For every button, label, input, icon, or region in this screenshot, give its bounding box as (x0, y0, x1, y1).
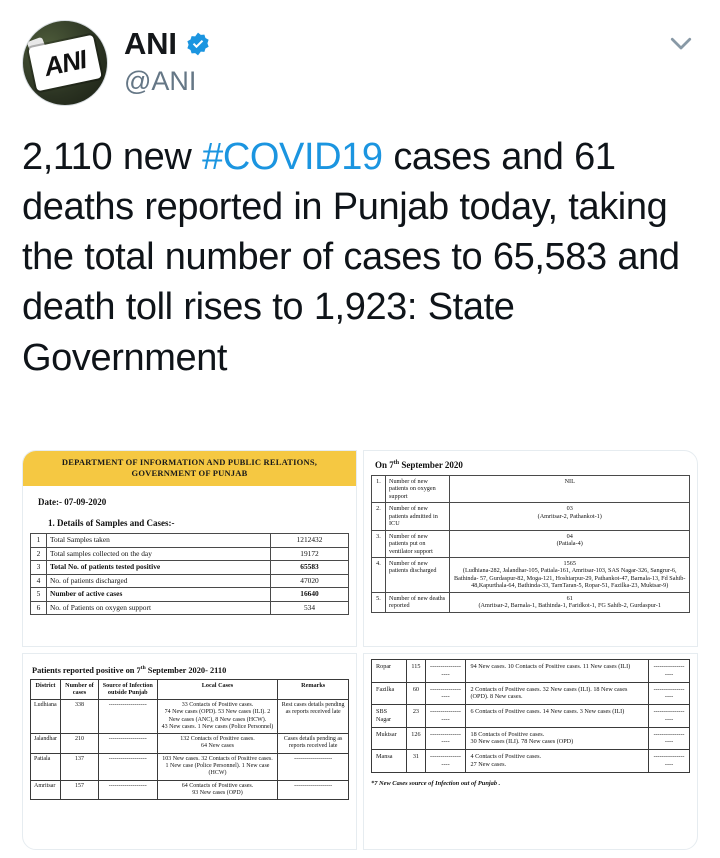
table-row (31, 588, 349, 602)
document-date: Date:- 07-09-2020 (38, 497, 107, 508)
cell-local: 103 New cases. 32 Contacts of Positive cases. 1 New case (Police Personnel). 1 New case (HCW) (157, 753, 278, 780)
row-number: 1. (372, 476, 386, 503)
row-value: 03 (Amritsar-2, Pathankot-1) (450, 503, 690, 530)
row-number: 2 (31, 547, 47, 561)
cell-cases: 115 (407, 660, 425, 683)
row-number: 4. (372, 557, 386, 592)
cell-cases: 137 (61, 753, 99, 780)
cell-district: Patiala (31, 753, 61, 780)
district-positive-document-continued (364, 654, 697, 849)
row-label: Number of new patients admitted in ICU (386, 503, 450, 530)
cell-local: 18 Contacts of Positive cases. 30 New cases (ILI). 78 New cases (OPD) (466, 727, 649, 750)
row-value: 19172 (271, 547, 349, 561)
cell-cases: 157 (61, 780, 99, 800)
cell-local: 94 New cases. 10 Contacts of Positive cases. 11 New cases (ILI) (466, 660, 649, 683)
table-row (372, 592, 690, 612)
cell-source: ------------------- (425, 727, 466, 750)
cell-district: Fazilka (372, 682, 407, 705)
row-label: Total No. of patients tested positive (47, 561, 271, 575)
table-row (372, 727, 690, 750)
tweet-text-part1: 2,110 new (22, 136, 203, 178)
account-names (124, 20, 211, 97)
hashtag-covid19[interactable]: #COVID19 (202, 136, 383, 178)
column-header: Remarks (278, 679, 349, 699)
cell-source: ------------------- (98, 699, 157, 733)
row-label: Number of new patients put on ventilator support (386, 530, 450, 557)
avatar-logo-text: ANI (28, 35, 102, 92)
cell-remarks: ------------------- (649, 750, 690, 773)
row-value: 16640 (271, 588, 349, 602)
row-value: 61 (Amritsar-2, Barnala-1, Bathinda-1, Faridkot-1, FG Sahib-2, Gurdaspur-1 (450, 592, 690, 612)
doc2-title: On 7th September 2020 (375, 460, 463, 470)
cell-local: 2 Contacts of Positive cases. 32 New cases (ILI). 18 New cases (OPD). 8 New cases. (466, 682, 649, 705)
table-row (31, 753, 349, 780)
display-name: ANI (124, 26, 177, 61)
row-value: 1212432 (271, 534, 349, 548)
table-row (372, 682, 690, 705)
cell-source: ------------------- (425, 660, 466, 683)
doc3-title: Patients reported positive on 7th September 2020- 2110 (32, 665, 227, 675)
row-label: No. of Patients on oxygen support (47, 601, 271, 615)
tweet-header (22, 14, 698, 106)
row-label: Number of new deaths reported (386, 592, 450, 612)
cell-remarks: Rest cases details pending as reports received late (278, 699, 349, 733)
row-number: 2. (372, 503, 386, 530)
cell-source: ------------------- (98, 734, 157, 754)
cell-cases: 338 (61, 699, 99, 733)
district-cases-table-continued (371, 659, 690, 773)
table-row (372, 750, 690, 773)
table-row (372, 530, 690, 557)
cell-district: SBS Nagar (372, 705, 407, 728)
cell-remarks: Cases details pending as reports received late (278, 734, 349, 754)
row-value: NIL (450, 476, 690, 503)
row-value: 534 (271, 601, 349, 615)
district-positive-document (23, 654, 356, 849)
document-header-line2: GOVERNMENT OF PUNJAB (131, 468, 248, 479)
media-image-3[interactable] (22, 653, 357, 850)
cell-district: Amritsar (31, 780, 61, 800)
table-row (31, 601, 349, 615)
daily-status-table (371, 475, 690, 613)
cell-cases: 60 (407, 682, 425, 705)
table-row (31, 699, 349, 733)
chevron-down-icon[interactable] (666, 28, 696, 58)
cell-cases: 210 (61, 734, 99, 754)
cell-district: Mansa (372, 750, 407, 773)
table-row (31, 561, 349, 575)
row-label: Number of active cases (47, 588, 271, 602)
cell-cases: 31 (407, 750, 425, 773)
cell-remarks: ------------------- (278, 780, 349, 800)
row-label: No. of patients discharged (47, 574, 271, 588)
row-number: 4 (31, 574, 47, 588)
media-image-4[interactable] (363, 653, 698, 850)
cell-district: Ropar (372, 660, 407, 683)
table-row (372, 705, 690, 728)
row-label: Number of new patients on oxygen support (386, 476, 450, 503)
table-row (31, 547, 349, 561)
media-image-1[interactable] (22, 450, 357, 647)
column-header: Number of cases (61, 679, 99, 699)
table-row (31, 780, 349, 800)
cell-remarks: ------------------- (278, 753, 349, 780)
verified-badge-icon (185, 31, 211, 57)
doc4-footnote: *7 New Cases source of Infection out of Punjab . (371, 779, 501, 787)
cell-cases: 23 (407, 705, 425, 728)
table-row (31, 534, 349, 548)
table-row (372, 476, 690, 503)
row-label: Total Samples taken (47, 534, 271, 548)
tweet-text-part2: cases and 61 deaths reported in Punjab today, taking the total number of cases to 65,583 and death toll rises to 1,923: State Government (22, 136, 680, 379)
row-value: 47020 (271, 574, 349, 588)
cell-district: Ludhiana (31, 699, 61, 733)
cell-remarks: ------------------- (649, 682, 690, 705)
row-label: Total samples collected on the day (47, 547, 271, 561)
cell-source: ------------------- (425, 750, 466, 773)
column-header: Local Cases (157, 679, 278, 699)
district-cases-table (30, 679, 349, 801)
row-number: 1 (31, 534, 47, 548)
cell-source: ------------------- (98, 780, 157, 800)
samples-table (30, 533, 349, 615)
cell-source: ------------------- (425, 705, 466, 728)
row-value: 65583 (271, 561, 349, 575)
cell-district: Muktsar (372, 727, 407, 750)
document-section-title: 1. Details of Samples and Cases:- (48, 518, 175, 529)
row-number: 3 (31, 561, 47, 575)
cell-local: 6 Contacts of Positive cases. 14 New cases. 3 New cases (ILI) (466, 705, 649, 728)
row-value: 04 (Patiala-4) (450, 530, 690, 557)
row-label: Number of new patients discharged (386, 557, 450, 592)
document-header-line1: DEPARTMENT OF INFORMATION AND PUBLIC RELATIONS, (61, 457, 318, 467)
punjab-samples-document (23, 451, 356, 646)
cell-local: 4 Contacts of Positive cases. 27 New cases. (466, 750, 649, 773)
media-image-2[interactable] (363, 450, 698, 647)
row-number: 5. (372, 592, 386, 612)
cell-remarks: ------------------- (649, 727, 690, 750)
row-value: 1565 (Ludhiana-282, Jalandhar-105, Patiala-161, Amritsar-103, SAS Nagar-326, Sangrur-6, Bathinda- 57, Gurdaspur-82, Moga-121, Hoshiarpur-29, Pathankot-47, Barnala-13, Fd Sahib-48,Kapurthala-64, Bathinda-33, TarnTaran-5, Ropar-51, Fazilka-23, Muktsar-9) (450, 557, 690, 592)
cell-cases: 126 (407, 727, 425, 750)
table-row (372, 660, 690, 683)
cell-local: 64 Contacts of Positive cases. 93 New cases (OPD) (157, 780, 278, 800)
cell-source: ------------------- (98, 753, 157, 780)
cell-district: Jalandhar (31, 734, 61, 754)
table-row (372, 557, 690, 592)
daily-status-document (364, 451, 697, 646)
cell-remarks: ------------------- (649, 660, 690, 683)
table-row (31, 734, 349, 754)
column-header: Source of Infection outside Punjab (98, 679, 157, 699)
document-header (23, 451, 356, 486)
avatar[interactable] (22, 20, 108, 106)
cell-source: ------------------- (425, 682, 466, 705)
table-row (372, 503, 690, 530)
cell-remarks: ------------------- (649, 705, 690, 728)
media-grid (22, 450, 698, 850)
row-number: 5 (31, 588, 47, 602)
table-row (31, 574, 349, 588)
row-number: 6 (31, 601, 47, 615)
account-handle: @ANI (124, 66, 197, 96)
cell-local: 132 Contacts of Positive cases. 64 New cases (157, 734, 278, 754)
display-name-row (124, 26, 211, 62)
cell-local: 33 Contacts of Positive cases. 74 New cases (OPD). 53 New cases (ILI). 2 New cases (ANC), 8 New cases (HCW). 43 New cases. 1 New cases (Police Personnel) (157, 699, 278, 733)
tweet-text (22, 132, 698, 383)
column-header: District (31, 679, 61, 699)
row-number: 3. (372, 530, 386, 557)
